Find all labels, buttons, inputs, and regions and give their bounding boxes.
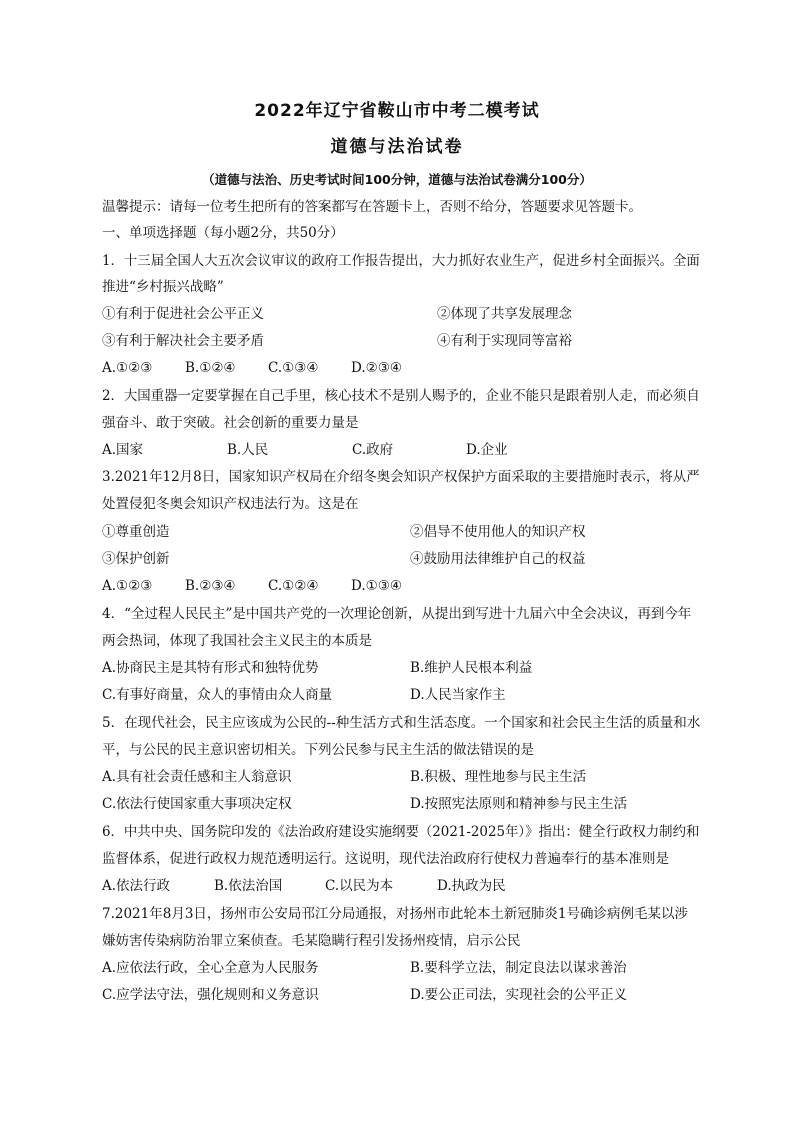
choice-d: D.企业 [466, 442, 508, 458]
choice-a: A.依法行政 [102, 878, 171, 894]
choice-b: B.维护人民根本利益 [410, 660, 533, 676]
section-heading: 一、单项选择题（每小题2分，共50分） [102, 225, 344, 241]
statement-2: ②体现了共享发展理念 [437, 306, 572, 322]
choice-c: C.①②④ [268, 578, 319, 594]
choice-d: D.人民当家作主 [410, 687, 506, 703]
choice-a: A.协商民主是其特有形式和独特优势 [102, 660, 319, 676]
choice-c: C.政府 [352, 442, 394, 458]
choice-c: C.应学法守法，强化规则和义务意识 [102, 987, 319, 1003]
statement-1: ①尊重创造 [102, 524, 170, 540]
question-stem-line: 6．中共中央、国务院印发的《法治政府建设实施纲要（2021-2025年）》指出：健全行政权力制约和 [102, 824, 700, 840]
choice-a: A.①②③ [102, 578, 153, 594]
question-stem-line: 监督体系，促进行政权力规范透明运行。这说明，现代法治政府行使权力普遍奉行的基本准则是 [102, 851, 669, 867]
question-stem-line: 7.2021年8月3日，扬州市公安局邗江分局通报，对扬州市此轮本土新冠肺炎1号确诊病例毛某以涉 [102, 906, 689, 922]
choice-c: C.有事好商量，众人的事情由众人商量 [102, 687, 333, 703]
choice-c: C.①③④ [268, 360, 319, 376]
question-stem-line: 平，与公民的民主意识密切相关。下列公民参与民主生活的做法错误的是 [102, 742, 534, 758]
choice-a: A.具有社会责任感和主人翁意识 [102, 769, 292, 785]
exam-title: 2022年辽宁省鞍山市中考二模考试 [254, 101, 540, 121]
choice-b: B.人民 [227, 442, 269, 458]
choice-a: A.应依法行政，全心全意为人民服务 [102, 960, 319, 976]
question-stem-line: 2．大国重器一定要掌握在自己手里，核心技术不是别人赐予的，企业不能只是跟着别人走，而必须自 [102, 388, 700, 404]
choice-b: B.要科学立法，制定良法以谋求善治 [410, 960, 627, 976]
choice-d: D.要公正司法，实现社会的公平正义 [410, 987, 628, 1003]
choice-a: A.①②③ [102, 360, 153, 376]
question-stem-line: 3.2021年12月8日，国家知识产权局在介绍冬奥会知识产权保护方面采取的主要措施时表示，将从严 [102, 469, 700, 485]
exam-subtitle: 道德与法治试卷 [330, 137, 464, 157]
choice-b: B.依法治国 [214, 878, 283, 894]
statement-4: ④鼓励用法律维护自己的权益 [410, 551, 586, 567]
statement-1: ①有利于促进社会公平正义 [102, 306, 264, 322]
choice-b: B.积极、理性地参与民主生活 [410, 769, 587, 785]
statement-3: ③保护创新 [102, 551, 170, 567]
question-stem-line: 1．十三届全国人大五次会议审议的政府工作报告提出，大力抓好农业生产，促进乡村全面振兴。全面 [102, 253, 700, 269]
choice-c: C.以民为本 [325, 878, 394, 894]
statement-3: ③有利于解决社会主要矛盾 [102, 333, 264, 349]
question-stem-line: 处置侵犯冬奥会知识产权违法行为。这是在 [102, 496, 359, 512]
choice-d: D.按照宪法原则和精神参与民主生活 [410, 796, 628, 812]
question-stem-line: 4．“全过程人民民主”是中国共产党的一次理论创新，从提出到写进十九届六中全会决议，再到今年 [102, 606, 692, 622]
question-stem-line: 嫌妨害传染病防治罪立案侦查。毛某隐瞒行程引发扬州疫情，启示公民 [102, 933, 521, 949]
question-stem-line: 两会热词，体现了我国社会主义民主的本质是 [102, 633, 372, 649]
choice-d: D.②③④ [351, 360, 402, 376]
exam-time-note: （道德与法治、历史考试时间100分钟，道德与法治试卷满分100分） [202, 172, 592, 187]
warm-tip: 温馨提示：请每一位考生把所有的答案都写在答题卡上，否则不给分，答题要求见答题卡。 [102, 199, 642, 215]
question-stem-line: 强奋斗、敢于突破。社会创新的重要力量是 [102, 415, 359, 431]
choice-c: C.依法行使国家重大事项决定权 [102, 796, 292, 812]
question-stem-line: 5．在现代社会，民主应该成为公民的--种生活方式和生活态度。一个国家和社会民主生活的质量和水 [102, 715, 701, 731]
choice-a: A.国家 [102, 442, 144, 458]
question-stem-line: 推进“乡村振兴战略” [102, 279, 224, 295]
statement-4: ④有利于实现同等富裕 [437, 333, 572, 349]
choice-b: B.②③④ [185, 578, 236, 594]
choice-b: B.①②④ [185, 360, 236, 376]
choice-d: D.执政为民 [437, 878, 506, 894]
choice-d: D.①③④ [351, 578, 402, 594]
statement-2: ②倡导不使用他人的知识产权 [410, 524, 586, 540]
